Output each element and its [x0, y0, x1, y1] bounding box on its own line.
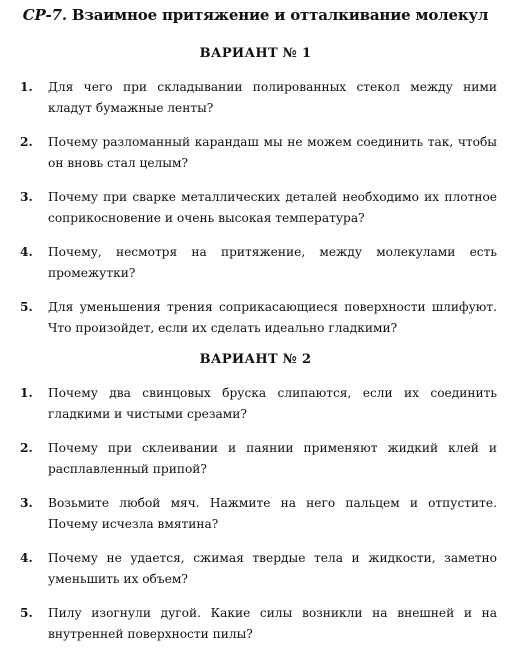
question-number: 2. — [20, 135, 33, 149]
variant-heading: ВАРИАНТ № 1 — [199, 46, 312, 61]
question-item — [10, 548, 501, 590]
worksheet-code: СР-7. — [22, 6, 67, 24]
question-text: Для уменьшения трения соприкасающиеся поверхности шлифуют. Что произойдет, если их сделать идеально гладкими? — [48, 300, 497, 335]
question-text: Возьмите любой мяч. Нажмите на него пальцем и отпустите. Почему исчезла вмятина? — [48, 496, 497, 531]
question-text: Почему два свинцовых бруска слипаются, если их соединить гладкими и чистыми срезами? — [48, 386, 497, 421]
question-list — [10, 77, 501, 339]
question-item — [10, 438, 501, 480]
question-item — [10, 132, 501, 174]
question-number: 3. — [20, 190, 33, 204]
question-text: Почему не удается, сжимая твердые тела и жидкости, заметно уменьшить их объем? — [48, 551, 497, 586]
question-text: Почему разломанный карандаш мы не можем соединить так, чтобы он вновь стал целым? — [48, 135, 497, 170]
question-text: Для чего при складывании полированных стекол между ними кладут бумажные ленты? — [48, 80, 497, 115]
question-number: 3. — [20, 496, 33, 510]
variant-2-section — [10, 352, 501, 645]
question-number: 1. — [20, 386, 33, 400]
question-item — [10, 383, 501, 425]
question-list — [10, 383, 501, 645]
worksheet-title: Взаимное притяжение и отталкивание молекул — [71, 6, 489, 24]
question-number: 5. — [20, 300, 33, 314]
question-item — [10, 187, 501, 229]
question-text: Почему, несмотря на притяжение, между молекулами есть промежутки? — [48, 245, 497, 280]
question-text: Почему при склеивании и паянии применяют жидкий клей и расплавленный припой? — [48, 441, 497, 476]
question-number: 1. — [20, 80, 33, 94]
question-number: 4. — [20, 551, 33, 565]
question-number: 4. — [20, 245, 33, 259]
question-item — [10, 493, 501, 535]
question-item — [10, 242, 501, 284]
page-title — [10, 6, 501, 24]
question-number: 2. — [20, 441, 33, 455]
question-item — [10, 297, 501, 339]
question-text: Почему при сварке металлических деталей необходимо их плотное соприкосновение и очень высокая температура? — [48, 190, 497, 225]
question-text: Пилу изогнули дугой. Какие силы возникли на внешней и на внутренней поверхности пилы? — [48, 606, 497, 641]
variant-heading: ВАРИАНТ № 2 — [199, 352, 312, 367]
question-item — [10, 603, 501, 645]
question-number: 5. — [20, 606, 33, 620]
question-item — [10, 77, 501, 119]
variant-1-section — [10, 46, 501, 339]
